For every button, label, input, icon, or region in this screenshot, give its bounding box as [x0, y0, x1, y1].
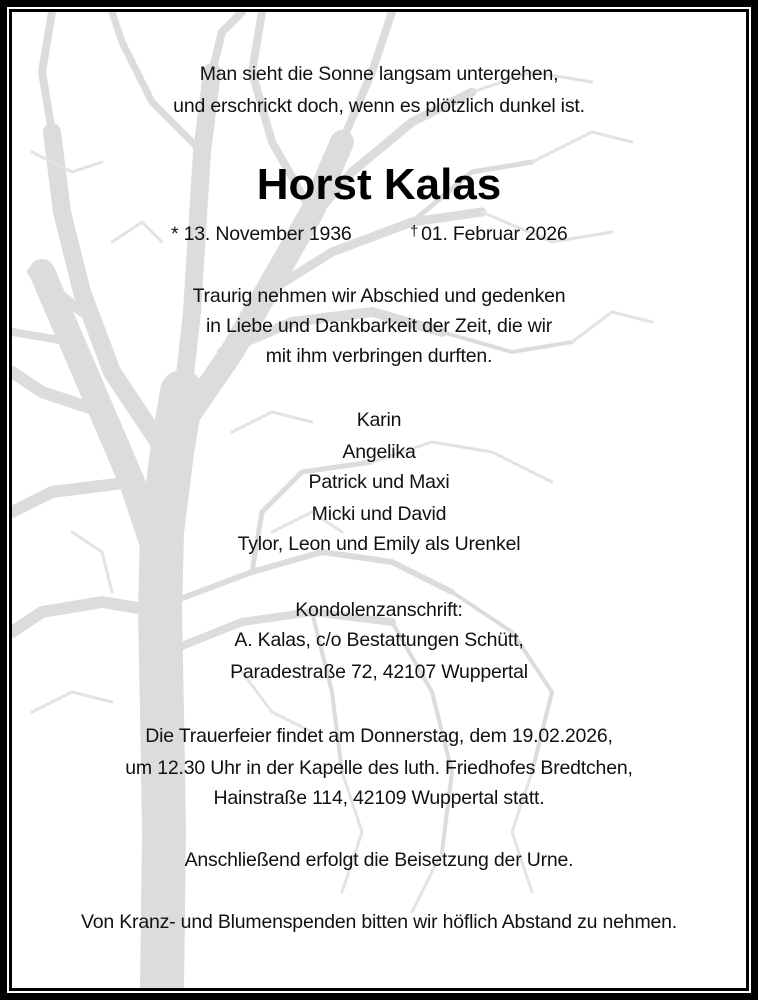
- tree-silhouette-background-icon: [12, 12, 746, 988]
- condolence-address-line-2: Paradestraße 72, 42107 Wuppertal: [230, 661, 528, 683]
- motto-line-2: und erschrickt doch, wenn es plötzlich dunkel ist.: [173, 95, 585, 117]
- mourner: Micki und David: [311, 503, 447, 525]
- ceremony-line-1: Die Trauerfeier findet am Donnerstag, dem 19.02.2026,: [145, 725, 613, 747]
- condolence-label: Kondolenzanschrift:: [295, 599, 463, 621]
- cross-icon: †: [410, 223, 419, 240]
- farewell-line-1: Traurig nehmen wir Abschied und gedenken: [192, 285, 566, 307]
- mourner: Patrick und Maxi: [308, 471, 450, 493]
- obituary-page: [12, 12, 746, 988]
- death-date-group: [410, 222, 568, 248]
- mourner: Tylor, Leon und Emily als Urenkel: [237, 533, 521, 555]
- mourner: Karin: [356, 409, 402, 431]
- burial-notice: Anschließend erfolgt die Beisetzung der Urne.: [184, 849, 574, 871]
- farewell-line-3: mit ihm verbringen durften.: [265, 345, 493, 367]
- birth-date: 13. November 1936: [183, 223, 352, 245]
- death-date: 01. Februar 2026: [421, 223, 568, 245]
- birth-star-icon: *: [171, 223, 179, 245]
- ceremony-line-2: um 12.30 Uhr in der Kapelle des luth. Friedhofes Bredtchen,: [125, 757, 633, 779]
- mourner: Angelika: [342, 441, 416, 463]
- motto-line-1: Man sieht die Sonne langsam untergehen,: [199, 63, 559, 85]
- life-dates: [12, 222, 746, 246]
- ceremony-line-3: Hainstraße 114, 42109 Wuppertal statt.: [213, 787, 545, 809]
- flowers-notice: Von Kranz- und Blumenspenden bitten wir höflich Abstand zu nehmen.: [80, 911, 678, 933]
- birth-date-group: [171, 222, 351, 246]
- farewell-line-2: in Liebe und Dankbarkeit der Zeit, die wir: [205, 315, 553, 337]
- condolence-address-line-1: A. Kalas, c/o Bestattungen Schütt,: [234, 629, 524, 651]
- deceased-name: Horst Kalas: [256, 160, 502, 209]
